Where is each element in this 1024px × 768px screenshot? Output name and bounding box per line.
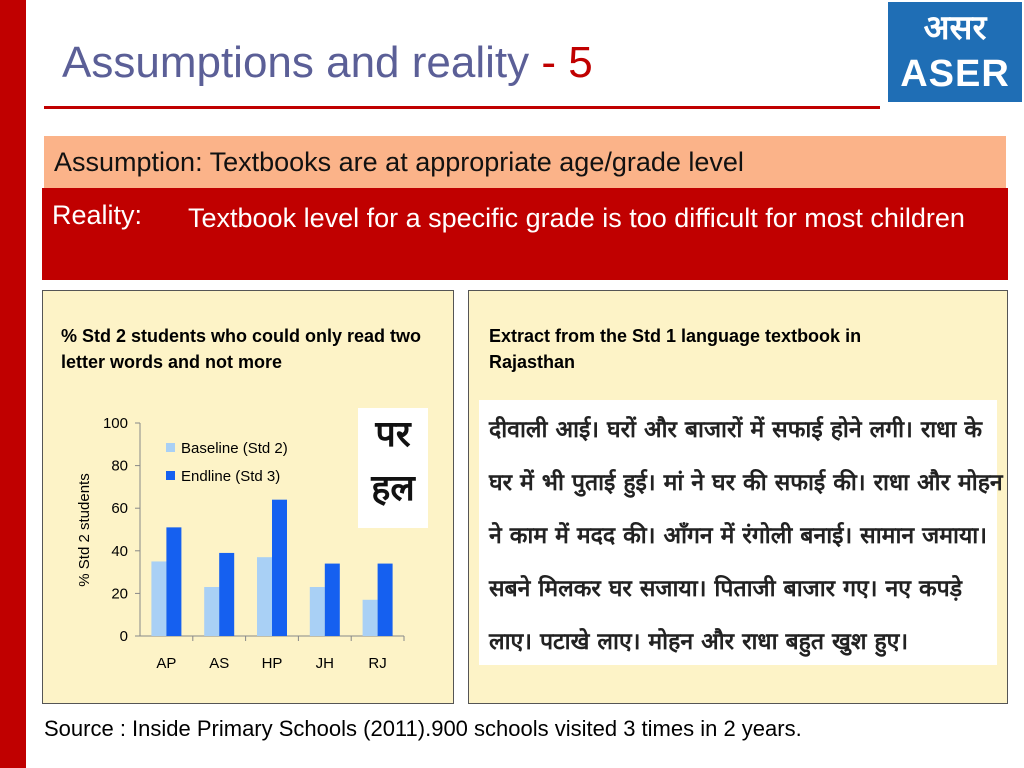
extract-line: सबने मिलकर घर सजाया। पिताजी बाजार गए। नए कपड़े [489, 576, 962, 602]
x-tick-label: JH [315, 655, 334, 672]
y-tick-label: 100 [102, 415, 128, 432]
slide-title-main: Assumptions and reality [62, 38, 542, 87]
example-word: पर [375, 414, 411, 455]
legend-label: Baseline (Std 2) [181, 440, 288, 457]
y-tick-label: 60 [111, 500, 128, 518]
logo-text: ASER [900, 53, 1010, 95]
extract-line: घर में भी पुताई हुई। मां ने घर की सफाई की। राधा और मोहन [489, 470, 1003, 496]
bar-endline-jh [325, 564, 340, 636]
bar-endline-hp [272, 500, 287, 636]
extract-panel-title: Extract from the Std 1 language textbook in Rajasthan [489, 326, 862, 372]
y-tick-label: 0 [119, 628, 128, 645]
reality-label: Reality: [52, 200, 143, 230]
example-word: हल [371, 468, 415, 509]
x-tick-label: AS [209, 655, 230, 672]
bar-endline-rj [378, 564, 393, 636]
bar-endline-as [219, 553, 234, 636]
x-tick-label: AP [156, 655, 177, 672]
extract-line: दीवाली आई। घरों और बाजारों में सफाई होने लगी। राधा के [489, 417, 982, 443]
legend-swatch [166, 471, 175, 480]
chart-panel-title: % Std 2 students who could only read two letter words and not more [61, 326, 422, 372]
example-words-box [358, 408, 428, 528]
logo-hindi-text: असर [923, 8, 987, 48]
bar-baseline-ap [151, 561, 166, 636]
legend-label: Endline (Std 3) [181, 468, 281, 485]
slide-title-number: - 5 [541, 38, 593, 87]
textbook-extract-image [479, 400, 1003, 665]
y-tick-label: 20 [111, 585, 128, 603]
x-tick-label: HP [261, 655, 283, 672]
bar-baseline-rj [363, 600, 378, 636]
assumption-banner: Assumption: Textbooks are at appropriate age/grade level [44, 136, 1006, 188]
bar-baseline-hp [257, 557, 272, 636]
extract-line: ने काम में मदद की। आँगन में रंगोली बनाई। सामान जमाया। [489, 523, 987, 549]
extract-line: लाए। पटाखे लाए। मोहन और राधा बहुत खुश हुए। [489, 629, 909, 655]
reality-text: Textbook level for a specific grade is too difficult for most children [188, 203, 965, 233]
y-axis-label: % Std 2 students [76, 473, 93, 587]
y-tick-label: 80 [111, 457, 128, 475]
bar-endline-ap [166, 527, 181, 636]
bar-baseline-as [204, 587, 219, 636]
bar-baseline-jh [310, 587, 325, 636]
legend-swatch [166, 443, 175, 452]
x-tick-label: RJ [368, 655, 387, 672]
source-note: Source : Inside Primary Schools (2011).900 schools visited 3 times in 2 years. [44, 716, 802, 741]
y-tick-label: 40 [111, 542, 128, 560]
